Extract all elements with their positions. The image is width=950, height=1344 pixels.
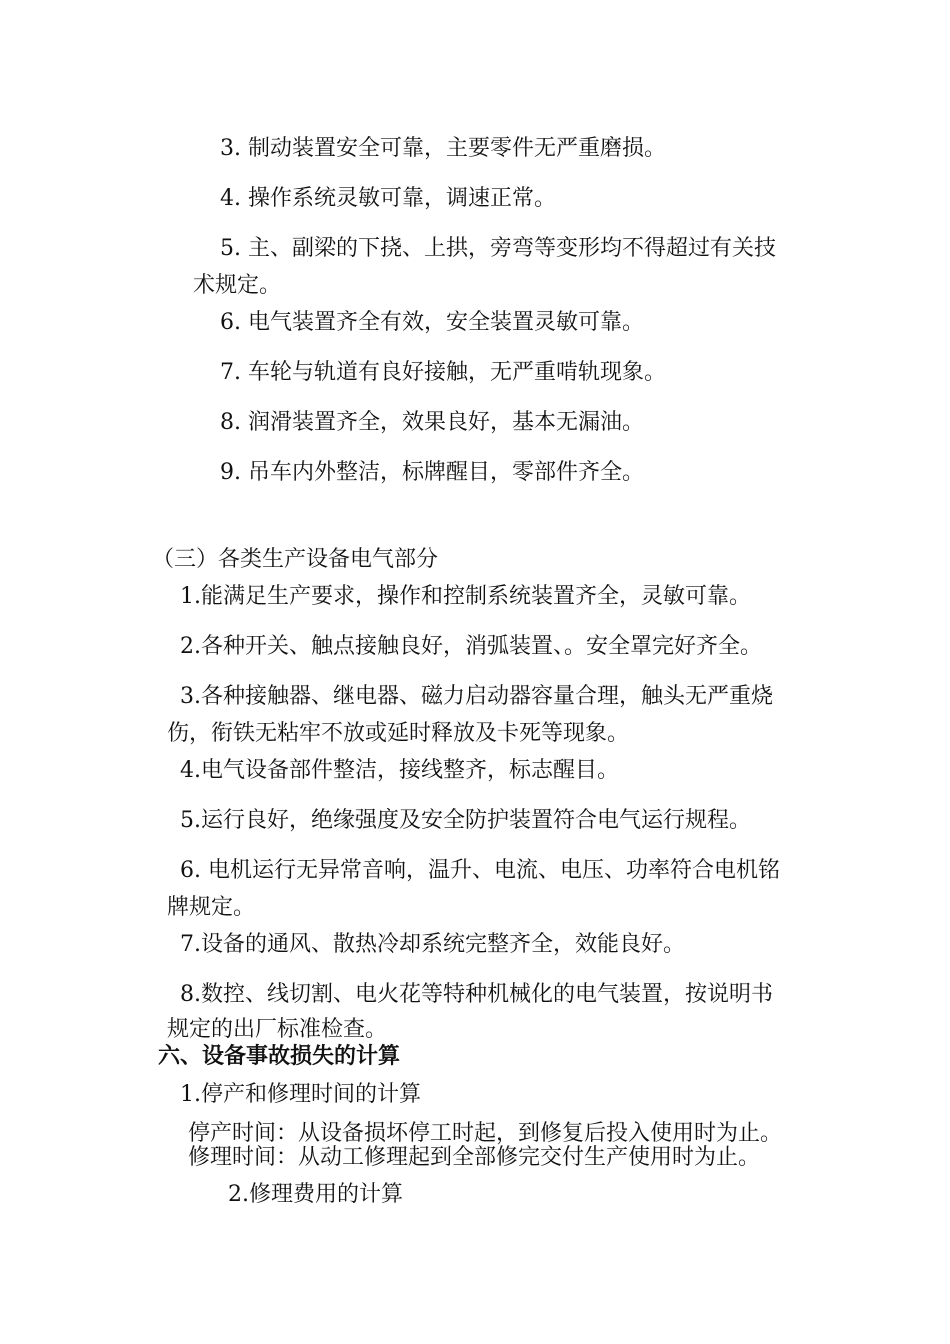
list-item: 1.能满足生产要求，操作和控制系统装置齐全，灵敏可靠。 bbox=[180, 584, 751, 609]
list-item: 9. 吊车内外整洁，标牌醒目，零部件齐全。 bbox=[220, 460, 644, 485]
list-item: 7. 车轮与轨道有良好接触，无严重啃轨现象。 bbox=[220, 360, 666, 385]
section-heading: （三）各类生产设备电气部分 bbox=[152, 547, 439, 572]
list-item: 5. 主、副梁的下挠、上拱，旁弯等变形均不得超过有关技 bbox=[220, 236, 776, 261]
list-item-continuation: 牌规定。 bbox=[167, 895, 256, 920]
list-item: 5.运行良好，绝缘强度及安全防护装置符合电气运行规程。 bbox=[180, 808, 751, 833]
list-item: 1.停产和修理时间的计算 bbox=[180, 1082, 421, 1107]
list-item: 6. 电机运行无异常音响，温升、电流、电压、功率符合电机铭 bbox=[180, 858, 780, 883]
list-item: 4. 操作系统灵敏可靠，调速正常。 bbox=[220, 186, 556, 211]
list-item: 3. 制动装置安全可靠，主要零件无严重磨损。 bbox=[220, 136, 666, 161]
list-item: 6. 电气装置齐全有效，安全装置灵敏可靠。 bbox=[220, 310, 644, 335]
list-item: 4.电气设备部件整洁，接线整齐，标志醒目。 bbox=[180, 758, 619, 783]
repair-time-definition: 修理时间：从动工修理起到全部修完交付生产使用时为止。 bbox=[188, 1145, 761, 1170]
list-item: 8.数控、线切割、电火花等特种机械化的电气装置，按说明书 bbox=[180, 982, 773, 1007]
list-item-continuation: 规定的出厂标准检查。 bbox=[167, 1017, 388, 1042]
list-item: 2.修理费用的计算 bbox=[228, 1182, 403, 1207]
list-item-continuation: 伤，衔铁无粘牢不放或延时释放及卡死等现象。 bbox=[167, 721, 630, 746]
downtime-definition: 停产时间：从设备损坏停工时起，到修复后投入使用时为止。 bbox=[188, 1121, 783, 1146]
list-item: 8. 润滑装置齐全，效果良好，基本无漏油。 bbox=[220, 410, 644, 435]
chapter-heading: 六、设备事故损失的计算 bbox=[158, 1044, 401, 1069]
list-item: 3.各种接触器、继电器、磁力启动器容量合理，触头无严重烧 bbox=[180, 684, 773, 709]
list-item: 7.设备的通风、散热冷却系统完整齐全，效能良好。 bbox=[180, 932, 685, 957]
list-item: 2.各种开关、触点接触良好，消弧装置、。安全罩完好齐全。 bbox=[180, 634, 762, 659]
list-item-continuation: 术规定。 bbox=[193, 273, 282, 298]
